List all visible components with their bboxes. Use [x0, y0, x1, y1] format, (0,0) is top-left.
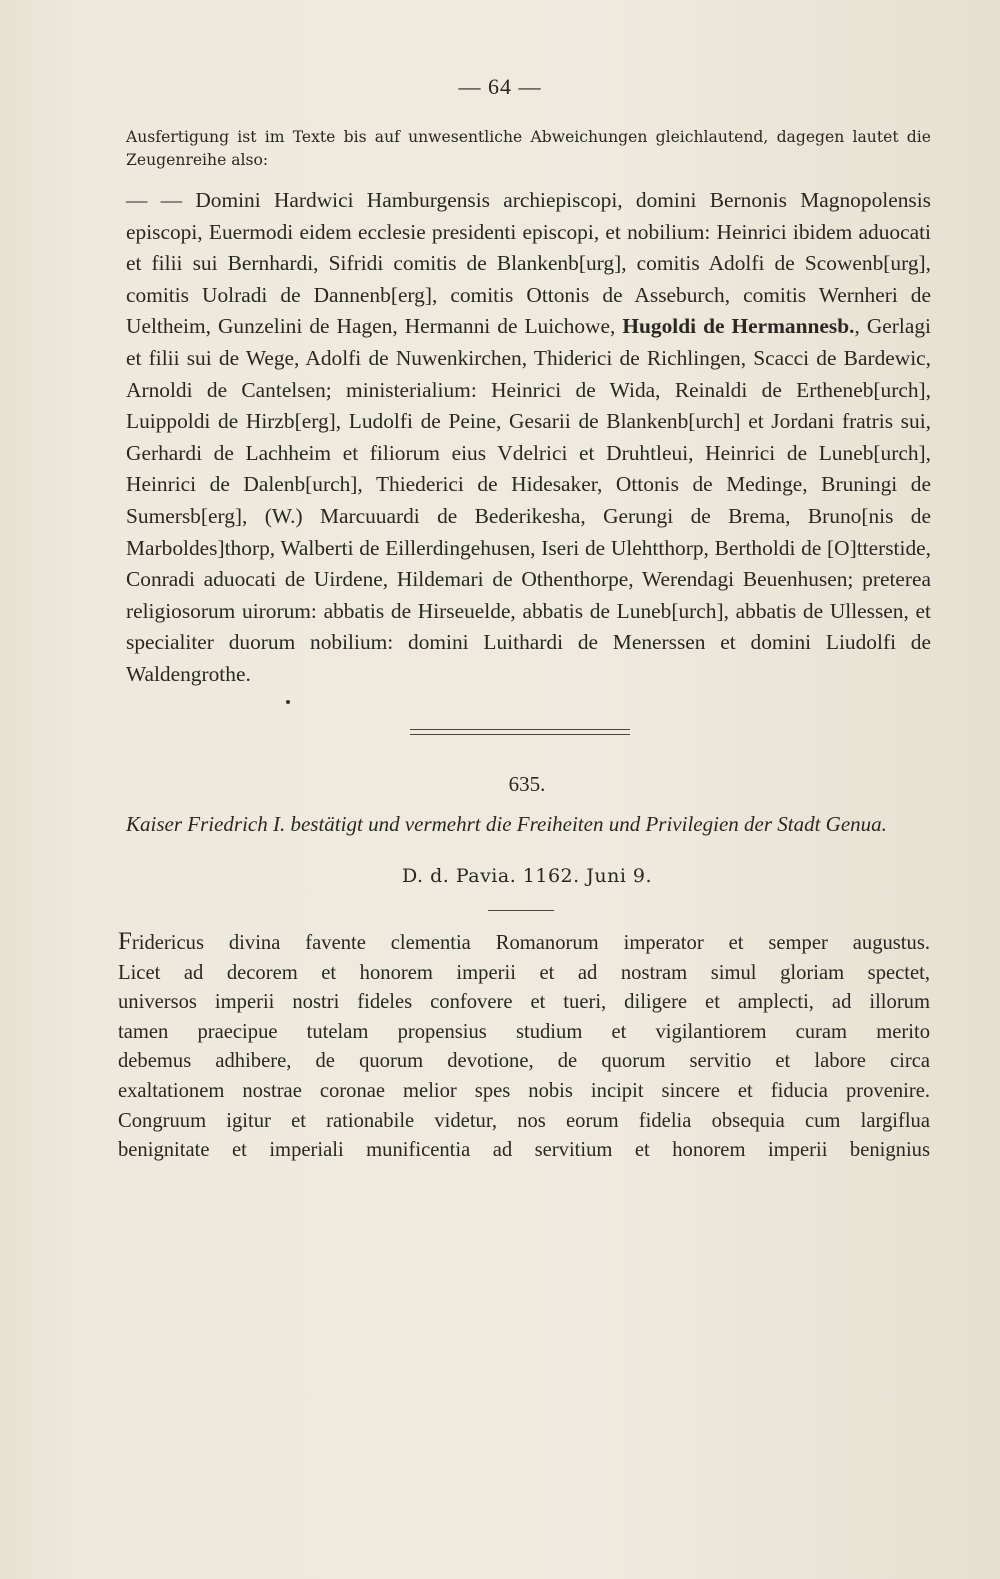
witness-list-part-1: — — Domini Hardwici Hamburgensis archiepiscopi, domini Bernonis Magnopolensis episcopi, Euermodi eidem ecclesie presidenti episcopi, et nobilium: Heinrici ibidem aduocati et filii sui Bernhardi, Sifridi comitis de Blankenb[urg], comitis Adolfi de Scowenb[urg], comitis Uolradi de Dannenb[erg], comitis Ottonis de Asseburch, comitis Wernheri de Ueltheim, Gunzelini de Hagen, Hermanni de Luichowe,	[126, 188, 931, 339]
witness-list-part-2: , Gerlagi et filii sui de Wege, Adolfi de Nuwenkirchen, Thiderici de Richlingen, Scacci de Bardewic, Arnoldi de Cantelsen; ministerialium: Heinrici de Wida, Reinaldi de Ertheneb[urch], Luippoldi de Hirzb[erg], Ludolfi de Peine, Gesarii de Blankenb[urch] et Jordani fratris sui, Gerhardi de Lachheim et filiorum eius Vdelrici et Druhtleui, Heinrici de Luneb[urch], Heinrici de Dalenb[urch], Thiederici de Hidesaker, Ottonis de Medinge, Bruningi de Sumersb[erg], (W.) Marcuuardi de Bederikesha, Gerungi de Brema, Bruno[nis de Marboldes]thorp, Walberti de Eillerdingehusen, Iseri de Ulehtthorp, Bertholdi de [O]tterstide, Conradi aduocati de Uirdene, Hildemari de Othenthorpe, Werendagi Beuenhusen; preterea religiosorum uirorum: abbatis de Hirseuelde, abbatis de Luneb[urch], abbatis de Ullessen, et specialiter duorum nobilium: domini Luithardi de Menerssen et domini Liudolfi de Waldengrothe.	[126, 314, 931, 686]
section-divider-double-rule	[410, 729, 630, 735]
witness-list-paragraph	[126, 185, 931, 691]
charter-line-text: ridericus divina favente clementia Romanorum imperator et semper augustus.	[131, 932, 930, 954]
page-number: — 64 —	[458, 74, 542, 99]
document-date: D. d. Pavia. 1162. Juni 9.	[401, 865, 653, 887]
document-number: 635.	[508, 772, 546, 796]
charter-initial-letter: F	[118, 928, 132, 955]
charter-line: universos imperii nostri fideles confovere et tueri, diligere et amplecti, ad illorum	[118, 991, 930, 1014]
charter-line: Congruum igitur et rationabile videtur, nos eorum fidelia obsequia cum largiflua	[118, 1109, 930, 1132]
witness-list-highlight: Hugoldi de Hermannesb.	[622, 314, 855, 339]
ink-dot-mark	[286, 700, 290, 704]
charter-text	[118, 927, 930, 1166]
charter-line: exaltationem nostrae coronae melior spes nobis incipit sincere et fiducia provenire.	[118, 1079, 930, 1102]
charter-line: benignitate et imperiali munificentia ad servitium et honorem imperii benignius	[118, 1139, 930, 1162]
charter-line: debemus adhibere, de quorum devotione, de quorum servitio et labore circa	[118, 1050, 930, 1073]
editorial-note: Ausfertigung ist im Texte bis auf unwesentliche Abweichungen gleichlautend, dagegen lautet die Zeugenreihe also:	[126, 128, 931, 169]
charter-line: Licet ad decorem et honorem imperii et ad nostram simul gloriam spectet,	[118, 961, 930, 984]
document-title: Kaiser Friedrich I. bestätigt und vermehrt die Freiheiten und Privilegien der Stadt Genua.	[126, 812, 887, 836]
charter-line: tamen praecipue tutelam propensius studium et vigilantiorem curam merito	[118, 1020, 930, 1043]
charter-line	[118, 927, 930, 959]
section-divider-rule	[488, 910, 554, 911]
